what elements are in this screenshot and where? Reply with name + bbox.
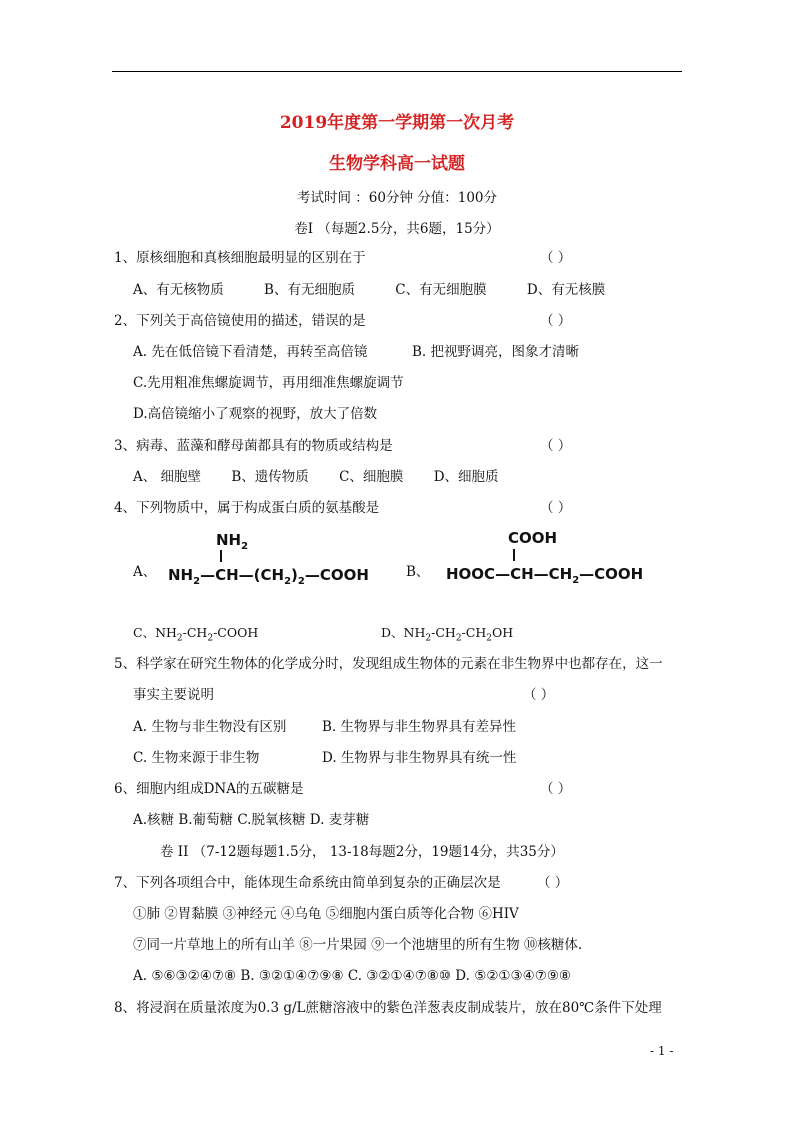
q2-option-d: D.高倍镜缩小了观察的视野，放大了倍数 — [133, 406, 378, 422]
question-3-options — [133, 468, 499, 486]
question-4-answer-blank: （ ） — [540, 500, 572, 516]
exam-subtitle: 生物学科高一试题 — [329, 154, 465, 174]
q1-option-d: D、有无核膜 — [526, 282, 606, 298]
question-2-answer-blank: （ ） — [540, 313, 572, 329]
exam-title: 2019年度第一学期第一次月考 — [279, 113, 515, 133]
q4-option-a-label: A、 — [133, 564, 157, 580]
q5-option-c: C. 生物来源于非生物 — [133, 750, 260, 766]
question-6-stem: 6、细胞内组成DNA的五碳糖是 — [114, 781, 304, 797]
question-1-options — [133, 281, 605, 299]
q4-b-bond — [513, 549, 515, 561]
page-number: - 1 - — [650, 1044, 674, 1058]
q5-option-a: A. 生物与非生物没有区别 — [133, 719, 287, 735]
q4-option-c: C、$NH_2-CH_2$-COOH — [133, 625, 259, 644]
q2-option-a: A. 先在低倍镜下看清楚，再转至高倍镜 — [133, 344, 368, 360]
section-1-heading: 卷Ⅰ （每题2.5分，共6题，15分） — [294, 221, 500, 237]
section-2-heading: 卷 II （7-12题每题1.5分， 13-18每题2分，19题14分，共35分） — [160, 844, 564, 860]
q4-option-b-label: B、 — [406, 564, 430, 580]
question-1-answer-blank: （ ） — [540, 250, 572, 266]
question-7-answer-blank: （ ） — [537, 875, 569, 891]
q2-option-b: B. 把视野调亮，图象才清晰 — [412, 344, 580, 360]
q4-b-structure: $HOOC—CH—CH_2—COOH$ — [446, 565, 644, 586]
q1-option-c: C、有无细胞膜 — [395, 282, 487, 298]
question-1-stem: 1、原核细胞和真核细胞最明显的区别在于 — [114, 250, 366, 266]
q2-option-c: C.先用粗准焦螺旋调节，再用细准焦螺旋调节 — [133, 375, 404, 391]
q7-options: A. ⑤⑥③②④⑦⑧ B. ③②①④⑦⑨⑧ C. ③②①④⑦⑧⑩ D. ⑤②①③④⑦⑨⑧ — [133, 968, 572, 984]
q1-option-b: B、有无细胞质 — [264, 282, 355, 298]
question-5-stem: 5、科学家在研究生物体的化学成分时，发现组成生物体的元素在非生物界中也都存在，这一 — [114, 656, 663, 672]
q4-option-d: D、$NH_2-CH_2-CH_2OH$ — [381, 625, 514, 644]
q1-option-a: A、有无核物质 — [133, 282, 224, 298]
header-rule — [112, 71, 682, 72]
q3-option-a: A、 细胞壁 — [133, 469, 202, 485]
question-3-stem: 3、病毒、蓝藻和酵母菌都具有的物质或结构是 — [114, 438, 393, 454]
question-8-stem: 8、将浸润在质量浓度为0.3 g/L蔗糖溶液中的紫色洋葱表皮制成装片，放在80℃条件下处理 — [114, 1000, 662, 1016]
question-5-answer-blank: （ ） — [523, 687, 555, 703]
q7-items-line-2: ⑦同一片草地上的所有山羊 ⑧一片果园 ⑨一个池塘里的所有生物 ⑩核糖体. — [133, 937, 583, 953]
question-6-answer-blank: （ ） — [540, 781, 572, 797]
q5-option-d: D. 生物界与非生物界具有统一性 — [322, 750, 517, 766]
question-4-stem: 4、下列物质中，属于构成蛋白质的氨基酸是 — [114, 500, 380, 516]
question-5-stem-continued: 事实主要说明 — [133, 687, 214, 703]
q5-option-b: B. 生物界与非生物界具有差异性 — [322, 719, 517, 735]
question-7-stem: 7、下列各项组合中，能体现生命系统由简单到复杂的正确层次是 — [114, 875, 501, 891]
question-3-answer-blank: （ ） — [540, 438, 572, 454]
q3-option-c: C、细胞膜 — [339, 469, 404, 485]
exam-info: 考试时间 ：60分钟 分值：100分 — [296, 190, 498, 206]
q7-items-line-1: ①肺 ②胃黏膜 ③神经元 ④乌龟 ⑤细胞内蛋白质等化合物 ⑥HIV — [133, 906, 519, 922]
q3-option-d: D、细胞质 — [433, 469, 499, 485]
q4-a-bond — [220, 550, 222, 562]
question-2-stem: 2、下列关于高倍镜使用的描述，错误的是 — [114, 313, 366, 329]
q3-option-b: B、遗传物质 — [231, 469, 309, 485]
q4-a-amino-group: $NH_2$ — [216, 531, 249, 552]
q4-b-carboxyl-group: COOH — [508, 529, 558, 547]
q4-a-structure: $NH_2—CH—(CH_2)_2—COOH$ — [168, 566, 369, 587]
q6-options: A.核糖 B.葡萄糖 C.脱氧核糖 D. 麦芽糖 — [133, 812, 370, 828]
